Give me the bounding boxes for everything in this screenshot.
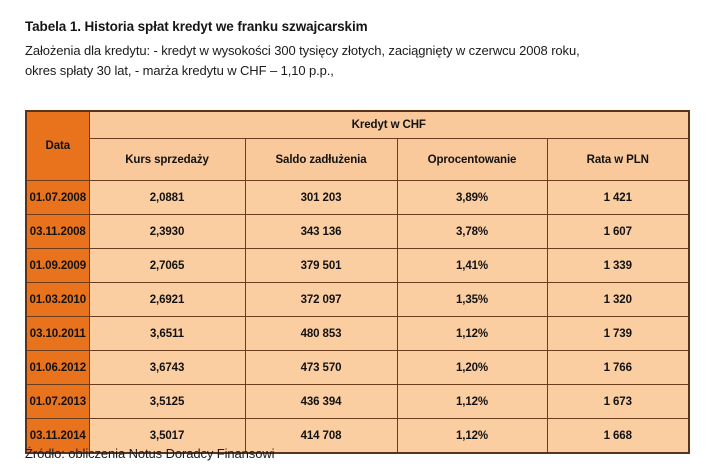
cell-date: 01.03.2010 <box>26 283 89 317</box>
cell-oprocentowanie: 1,12% <box>397 419 547 454</box>
assumptions-line-2: okres spłaty 30 lat, - marża kredytu w CHF – 1,10 p.p., <box>25 62 334 78</box>
cell-oprocentowanie: 1,12% <box>397 385 547 419</box>
cell-rata-w-pln: 1 320 <box>547 283 689 317</box>
column-header-kurs-sprzedazy: Kurs sprzedaży <box>89 139 245 181</box>
cell-date: 01.09.2009 <box>26 249 89 283</box>
cell-kurs-sprzedazy: 3,5017 <box>89 419 245 454</box>
cell-oprocentowanie: 1,12% <box>397 317 547 351</box>
column-header-oprocentowanie: Oprocentowanie <box>397 139 547 181</box>
cell-kurs-sprzedazy: 3,5125 <box>89 385 245 419</box>
column-header-rata-w-pln: Rata w PLN <box>547 139 689 181</box>
cell-kurs-sprzedazy: 3,6511 <box>89 317 245 351</box>
source-note: Źródło: obliczenia Notus Doradcy Finansowi <box>25 446 275 461</box>
loan-history-table <box>25 110 690 454</box>
cell-saldo-zadluzenia: 379 501 <box>245 249 397 283</box>
cell-date: 01.06.2012 <box>26 351 89 385</box>
column-header-date: Data <box>26 111 89 181</box>
cell-kurs-sprzedazy: 2,3930 <box>89 215 245 249</box>
table-header-row-group <box>26 111 689 139</box>
cell-rata-w-pln: 1 668 <box>547 419 689 454</box>
cell-oprocentowanie: 1,20% <box>397 351 547 385</box>
page-title: Tabela 1. Historia spłat kredyt we franku szwajcarskim <box>25 19 368 34</box>
cell-date: 03.11.2008 <box>26 215 89 249</box>
cell-kurs-sprzedazy: 2,6921 <box>89 283 245 317</box>
intro-block <box>25 18 695 80</box>
cell-saldo-zadluzenia: 301 203 <box>245 181 397 215</box>
loan-history-table-container <box>25 110 688 454</box>
cell-date: 01.07.2013 <box>26 385 89 419</box>
cell-saldo-zadluzenia: 480 853 <box>245 317 397 351</box>
cell-rata-w-pln: 1 421 <box>547 181 689 215</box>
table-row <box>26 385 689 419</box>
cell-kurs-sprzedazy: 2,7065 <box>89 249 245 283</box>
table-header <box>26 111 689 181</box>
cell-rata-w-pln: 1 339 <box>547 249 689 283</box>
table-row <box>26 249 689 283</box>
cell-rata-w-pln: 1 673 <box>547 385 689 419</box>
cell-saldo-zadluzenia: 372 097 <box>245 283 397 317</box>
table-body <box>26 181 689 454</box>
column-header-group-chf: Kredyt w CHF <box>89 111 689 139</box>
table-row <box>26 317 689 351</box>
cell-saldo-zadluzenia: 414 708 <box>245 419 397 454</box>
cell-saldo-zadluzenia: 473 570 <box>245 351 397 385</box>
cell-oprocentowanie: 1,35% <box>397 283 547 317</box>
cell-saldo-zadluzenia: 436 394 <box>245 385 397 419</box>
table-row <box>26 181 689 215</box>
table-row <box>26 283 689 317</box>
cell-rata-w-pln: 1 607 <box>547 215 689 249</box>
cell-oprocentowanie: 1,41% <box>397 249 547 283</box>
table-header-row-columns <box>26 139 689 181</box>
cell-oprocentowanie: 3,89% <box>397 181 547 215</box>
cell-date: 03.11.2014 <box>26 419 89 454</box>
cell-kurs-sprzedazy: 2,0881 <box>89 181 245 215</box>
cell-rata-w-pln: 1 766 <box>547 351 689 385</box>
cell-oprocentowanie: 3,78% <box>397 215 547 249</box>
cell-rata-w-pln: 1 739 <box>547 317 689 351</box>
assumptions-text <box>25 41 695 80</box>
table-row <box>26 215 689 249</box>
cell-kurs-sprzedazy: 3,6743 <box>89 351 245 385</box>
cell-saldo-zadluzenia: 343 136 <box>245 215 397 249</box>
assumptions-line-1: Założenia dla kredytu: - kredyt w wysokości 300 tysięcy złotych, zaciągnięty w czerwcu 2008 roku, <box>25 43 580 58</box>
column-header-saldo-zadluzenia: Saldo zadłużenia <box>245 139 397 181</box>
cell-date: 03.10.2011 <box>26 317 89 351</box>
table-row <box>26 351 689 385</box>
cell-date: 01.07.2008 <box>26 181 89 215</box>
